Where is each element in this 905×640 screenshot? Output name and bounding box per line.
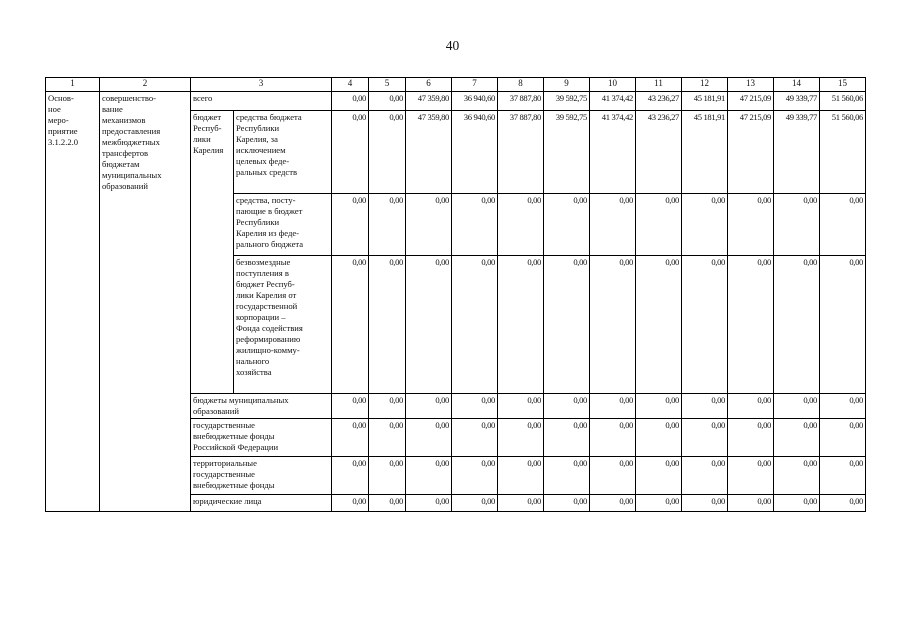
amount-cell: 0,00 <box>406 394 452 419</box>
amount-cell: 0,00 <box>369 495 406 512</box>
amount-cell: 0,00 <box>498 419 544 457</box>
column-number-header: 7 <box>452 78 498 92</box>
activity-code-cell: Основ- ное меро- приятие 3.1.2.2.0 <box>46 92 100 512</box>
amount-cell: 0,00 <box>820 194 866 256</box>
amount-cell: 0,00 <box>332 256 369 394</box>
amount-cell: 0,00 <box>544 394 590 419</box>
column-number-header: 9 <box>544 78 590 92</box>
column-number-header: 8 <box>498 78 544 92</box>
column-number-header: 12 <box>682 78 728 92</box>
amount-cell: 0,00 <box>774 495 820 512</box>
amount-cell: 0,00 <box>682 256 728 394</box>
amount-cell: 49 339,77 <box>774 92 820 111</box>
amount-cell: 0,00 <box>636 457 682 495</box>
amount-cell: 47 215,09 <box>728 111 774 194</box>
amount-cell: 0,00 <box>406 256 452 394</box>
amount-cell: 0,00 <box>728 419 774 457</box>
amount-cell: 0,00 <box>682 394 728 419</box>
column-number-header: 14 <box>774 78 820 92</box>
amount-cell: 0,00 <box>590 256 636 394</box>
amount-cell: 47 359,80 <box>406 111 452 194</box>
amount-cell: 39 592,75 <box>544 111 590 194</box>
amount-cell: 0,00 <box>369 92 406 111</box>
amount-cell: 41 374,42 <box>590 92 636 111</box>
amount-cell: 0,00 <box>544 457 590 495</box>
amount-cell: 0,00 <box>774 256 820 394</box>
funding-source-cell: юридические лица <box>191 495 332 512</box>
funding-source-cell: бюджеты муниципальных образований <box>191 394 332 419</box>
amount-cell: 45 181,91 <box>682 92 728 111</box>
amount-cell: 51 560,06 <box>820 111 866 194</box>
amount-cell: 49 339,77 <box>774 111 820 194</box>
amount-cell: 0,00 <box>332 111 369 194</box>
amount-cell: 0,00 <box>498 457 544 495</box>
column-number-header: 5 <box>369 78 406 92</box>
amount-cell: 0,00 <box>332 495 369 512</box>
amount-cell: 0,00 <box>682 194 728 256</box>
amount-cell: 39 592,75 <box>544 92 590 111</box>
amount-cell: 37 887,80 <box>498 92 544 111</box>
amount-cell: 0,00 <box>452 256 498 394</box>
funding-source-cell: государственные внебюджетные фонды Российской Федерации <box>191 419 332 457</box>
column-number-header: 2 <box>100 78 191 92</box>
amount-cell: 0,00 <box>452 457 498 495</box>
amount-cell: 0,00 <box>728 495 774 512</box>
table-row <box>46 92 866 111</box>
column-number-header: 6 <box>406 78 452 92</box>
column-number-header: 4 <box>332 78 369 92</box>
amount-cell: 0,00 <box>820 394 866 419</box>
amount-cell: 0,00 <box>774 194 820 256</box>
amount-cell: 0,00 <box>369 111 406 194</box>
amount-cell: 36 940,60 <box>452 92 498 111</box>
amount-cell: 0,00 <box>682 495 728 512</box>
amount-cell: 0,00 <box>369 256 406 394</box>
amount-cell: 37 887,80 <box>498 111 544 194</box>
activity-name-cell: совершенство- вание механизмов предоставления межбюджетных трансфертов бюджетам муниципальных образований <box>100 92 191 512</box>
amount-cell: 0,00 <box>452 495 498 512</box>
amount-cell: 0,00 <box>636 256 682 394</box>
amount-cell: 43 236,27 <box>636 111 682 194</box>
amount-cell: 41 374,42 <box>590 111 636 194</box>
column-number-header: 3 <box>191 78 332 92</box>
amount-cell: 0,00 <box>682 419 728 457</box>
amount-cell: 0,00 <box>452 419 498 457</box>
amount-cell: 43 236,27 <box>636 92 682 111</box>
amount-cell: 0,00 <box>682 457 728 495</box>
header-row <box>46 78 866 92</box>
amount-cell: 0,00 <box>636 419 682 457</box>
amount-cell: 0,00 <box>590 457 636 495</box>
funding-source-cell: средства, посту- пающие в бюджет Республики Карелия из феде- рального бюджета <box>234 194 332 256</box>
amount-cell: 0,00 <box>332 394 369 419</box>
amount-cell: 0,00 <box>332 457 369 495</box>
amount-cell: 0,00 <box>498 495 544 512</box>
page-number: 40 <box>445 38 460 53</box>
amount-cell: 0,00 <box>406 457 452 495</box>
amount-cell: 0,00 <box>498 194 544 256</box>
amount-cell: 0,00 <box>590 194 636 256</box>
amount-cell: 0,00 <box>452 194 498 256</box>
amount-cell: 0,00 <box>636 194 682 256</box>
amount-cell: 0,00 <box>544 194 590 256</box>
amount-cell: 0,00 <box>498 256 544 394</box>
amount-cell: 0,00 <box>774 419 820 457</box>
amount-cell: 0,00 <box>774 394 820 419</box>
column-number-header: 15 <box>820 78 866 92</box>
budget-table <box>45 77 866 512</box>
amount-cell: 0,00 <box>728 394 774 419</box>
amount-cell: 45 181,91 <box>682 111 728 194</box>
amount-cell: 51 560,06 <box>820 92 866 111</box>
amount-cell: 0,00 <box>590 394 636 419</box>
column-number-header: 1 <box>46 78 100 92</box>
amount-cell: 0,00 <box>820 256 866 394</box>
amount-cell: 0,00 <box>820 457 866 495</box>
amount-cell: 0,00 <box>332 419 369 457</box>
amount-cell: 0,00 <box>728 457 774 495</box>
amount-cell: 0,00 <box>728 256 774 394</box>
amount-cell: 0,00 <box>728 194 774 256</box>
amount-cell: 0,00 <box>369 419 406 457</box>
amount-cell: 0,00 <box>544 419 590 457</box>
amount-cell: 36 940,60 <box>452 111 498 194</box>
amount-cell: 0,00 <box>544 495 590 512</box>
amount-cell: 0,00 <box>406 419 452 457</box>
amount-cell: 0,00 <box>774 457 820 495</box>
amount-cell: 0,00 <box>590 495 636 512</box>
amount-cell: 0,00 <box>369 194 406 256</box>
amount-cell: 0,00 <box>369 457 406 495</box>
column-number-header: 11 <box>636 78 682 92</box>
amount-cell: 47 359,80 <box>406 92 452 111</box>
amount-cell: 0,00 <box>332 194 369 256</box>
funding-source-cell: территориальные государственные внебюджетные фонды <box>191 457 332 495</box>
amount-cell: 0,00 <box>590 419 636 457</box>
amount-cell: 0,00 <box>452 394 498 419</box>
column-number-header: 13 <box>728 78 774 92</box>
amount-cell: 47 215,09 <box>728 92 774 111</box>
amount-cell: 0,00 <box>332 92 369 111</box>
amount-cell: 0,00 <box>406 495 452 512</box>
funding-source-cell: безвозмездные поступления в бюджет Респуб- лики Карелия от государственной корпорации – Фонда содействия реформированию жилищно-комму- нального хозяйства <box>234 256 332 394</box>
amount-cell: 0,00 <box>369 394 406 419</box>
amount-cell: 0,00 <box>544 256 590 394</box>
column-number-header: 10 <box>590 78 636 92</box>
amount-cell: 0,00 <box>820 495 866 512</box>
amount-cell: 0,00 <box>498 394 544 419</box>
funding-group-cell: бюджет Респуб- лики Карелия <box>191 111 234 394</box>
funding-source-cell: всего <box>191 92 332 111</box>
amount-cell: 0,00 <box>636 394 682 419</box>
amount-cell: 0,00 <box>820 419 866 457</box>
funding-source-cell: средства бюджета Республики Карелия, за исключением целевых феде- ральных средств <box>234 111 332 194</box>
amount-cell: 0,00 <box>636 495 682 512</box>
amount-cell: 0,00 <box>406 194 452 256</box>
